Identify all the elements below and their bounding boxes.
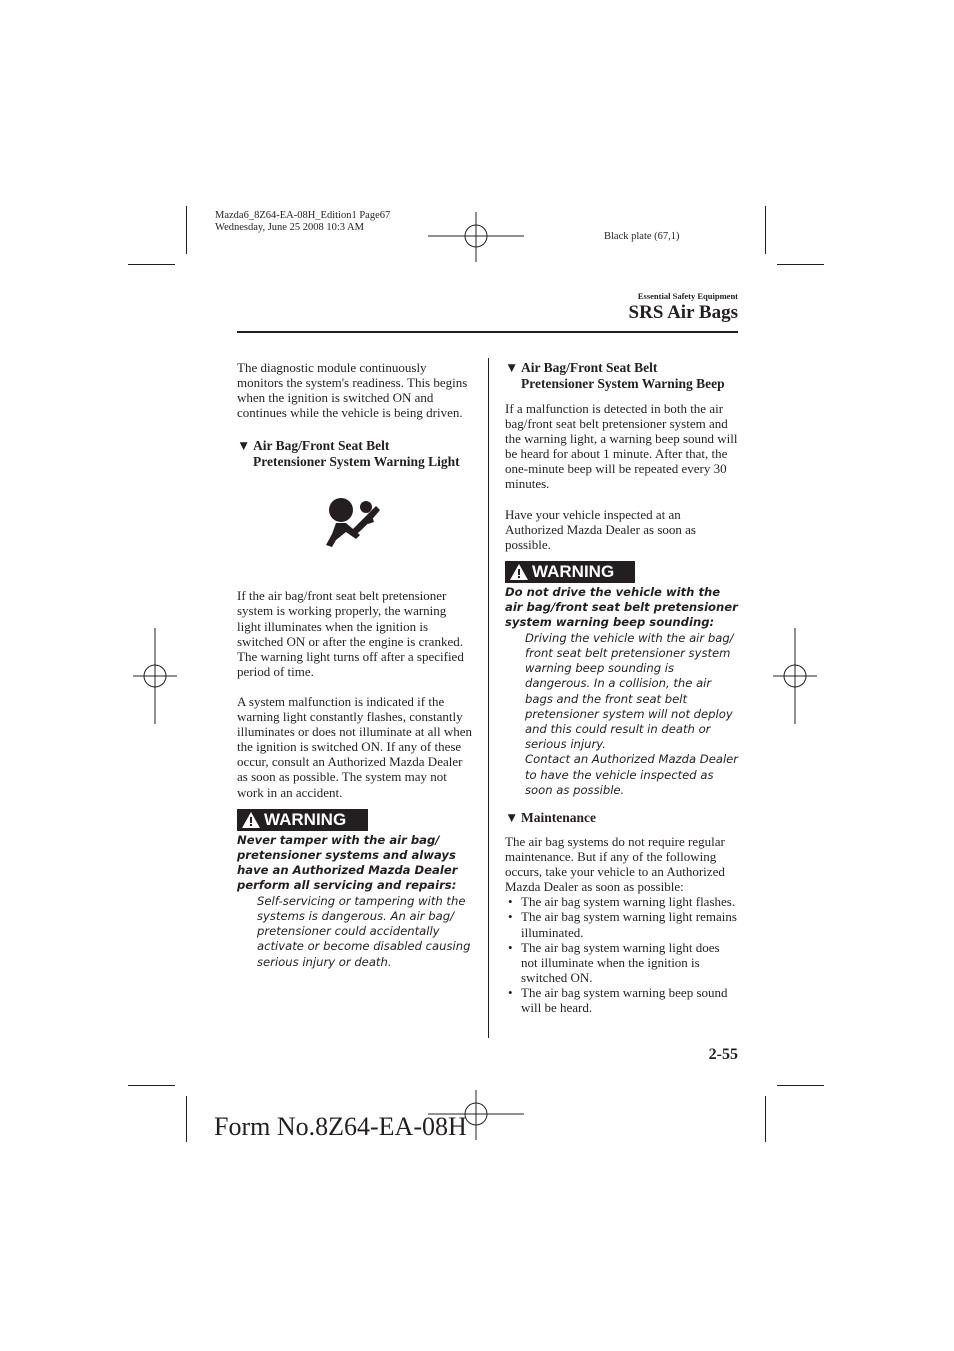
- crop-mark: [777, 1085, 824, 1086]
- warning-triangle-icon: [510, 564, 528, 580]
- file-info-line2: Wednesday, June 25 2008 10:3 AM: [215, 222, 364, 233]
- section-label: Essential Safety Equipment: [637, 291, 738, 301]
- triangle-down-icon: ▼: [505, 809, 519, 825]
- list-item: • The air bag system warning light remains illuminated.: [505, 909, 739, 939]
- maintenance-heading: [505, 810, 739, 826]
- heading-line: Maintenance: [521, 809, 596, 825]
- warning-beep-paragraph-1: If a malfunction is detected in both the air bag/front seat belt pretensioner system and the warning light, a warning beep sound will be heard for about 1 minute. After that, the one-minute beep will be repeated every 30 minutes.: [505, 401, 738, 492]
- registration-mark-left: [133, 628, 177, 724]
- warning-light-paragraph-1: If the air bag/front seat belt pretensioner system is working properly, the warning light illuminates when the ignition is switched ON or after the engine is cranked. The warning light turns off after a specified period of time.: [237, 588, 464, 679]
- page-number: 2-55: [708, 1046, 738, 1063]
- warning-beep-paragraph-2: Have your vehicle inspected at an Authorized Mazda Dealer as soon as possible.: [505, 506, 696, 552]
- crop-mark: [186, 206, 187, 254]
- warning-light-heading: [237, 438, 473, 470]
- heading-line: Air Bag/Front Seat Belt: [521, 360, 658, 375]
- crop-mark: [765, 206, 766, 254]
- warning-box: [505, 561, 739, 583]
- heading-line: Pretensioner System Warning Beep: [521, 376, 725, 391]
- column-divider: [488, 358, 489, 1038]
- warning-statement: Never tamper with the air bag/ pretensioner systems and always have an Authorized Mazda Dealer perform all servicing and repairs:: [237, 832, 458, 893]
- airbag-warning-icon: [237, 470, 473, 566]
- heading-line: Air Bag/Front Seat Belt: [253, 438, 390, 454]
- triangle-down-icon: ▼: [237, 438, 251, 454]
- intro-paragraph: The diagnostic module continuously monitors the system's readiness. This begins when the ignition is switched ON and continues while the vehicle is being driven.: [237, 360, 468, 421]
- header-rule: [237, 331, 738, 333]
- maintenance-intro: The air bag systems do not require regular maintenance. But if any of the following occurs, take your vehicle to an Authorized Mazda Dealer as soon as possible:: [505, 833, 725, 895]
- plate-label: Black plate (67,1): [604, 231, 680, 242]
- crop-mark: [765, 1096, 766, 1142]
- warning-label: WARNING: [264, 809, 347, 829]
- warning-triangle-icon: [242, 812, 260, 828]
- right-column: [505, 360, 739, 1015]
- file-info: [215, 210, 390, 234]
- crop-mark: [186, 1096, 187, 1142]
- warning-box: [237, 809, 473, 831]
- registration-mark-top: [428, 212, 524, 262]
- warning-badge: [237, 809, 368, 831]
- list-item: • The air bag system warning light does not illuminate when the ignition is switched ON.: [505, 940, 739, 985]
- warning-explanation: Driving the vehicle with the air bag/ front seat belt pretensioner system warning beep sounding is dangerous. In a collision, the air bags and the front seat belt pretensioner system will not deploy and this could result in death or serious injury.: [525, 630, 734, 752]
- warning-beep-heading: [505, 360, 739, 392]
- left-column: [237, 360, 473, 970]
- warning-light-paragraph-2: A system malfunction is indicated if the warning light constantly flashes, constantly illuminates or does not illuminate at all when the ignition is switched ON. If any of these occur, consult an Authorized Mazda Dealer as soon as possible. The system may not work in an accident.: [237, 693, 473, 800]
- file-info-line1: Mazda6_8Z64-EA-08H_Edition1 Page67: [215, 210, 391, 221]
- warning-explanation: Self-servicing or tampering with the systems is dangerous. An air bag/ pretensioner could accidentally activate or become disabled causing serious injury or death.: [257, 893, 471, 969]
- heading-line: Pretensioner System Warning Light: [253, 454, 460, 470]
- triangle-down-icon: ▼: [505, 360, 519, 375]
- maintenance-list: [505, 894, 739, 1015]
- list-item: • The air bag system warning beep sound will be heard.: [505, 985, 739, 1015]
- section-title: SRS Air Bags: [628, 302, 738, 323]
- warning-explanation: Contact an Authorized Mazda Dealer to have the vehicle inspected as soon as possible.: [525, 752, 739, 797]
- warning-label: WARNING: [532, 561, 615, 581]
- warning-badge: [505, 561, 635, 583]
- form-number: Form No.8Z64-EA-08H: [214, 1112, 467, 1141]
- registration-mark-right: [773, 628, 817, 724]
- crop-mark: [777, 264, 824, 265]
- list-item: • The air bag system warning light flashes.: [505, 894, 739, 909]
- warning-statement: Do not drive the vehicle with the air bag/front seat belt pretensioner system warning beep sounding:: [505, 584, 738, 630]
- crop-mark: [128, 1085, 175, 1086]
- crop-mark: [128, 264, 175, 265]
